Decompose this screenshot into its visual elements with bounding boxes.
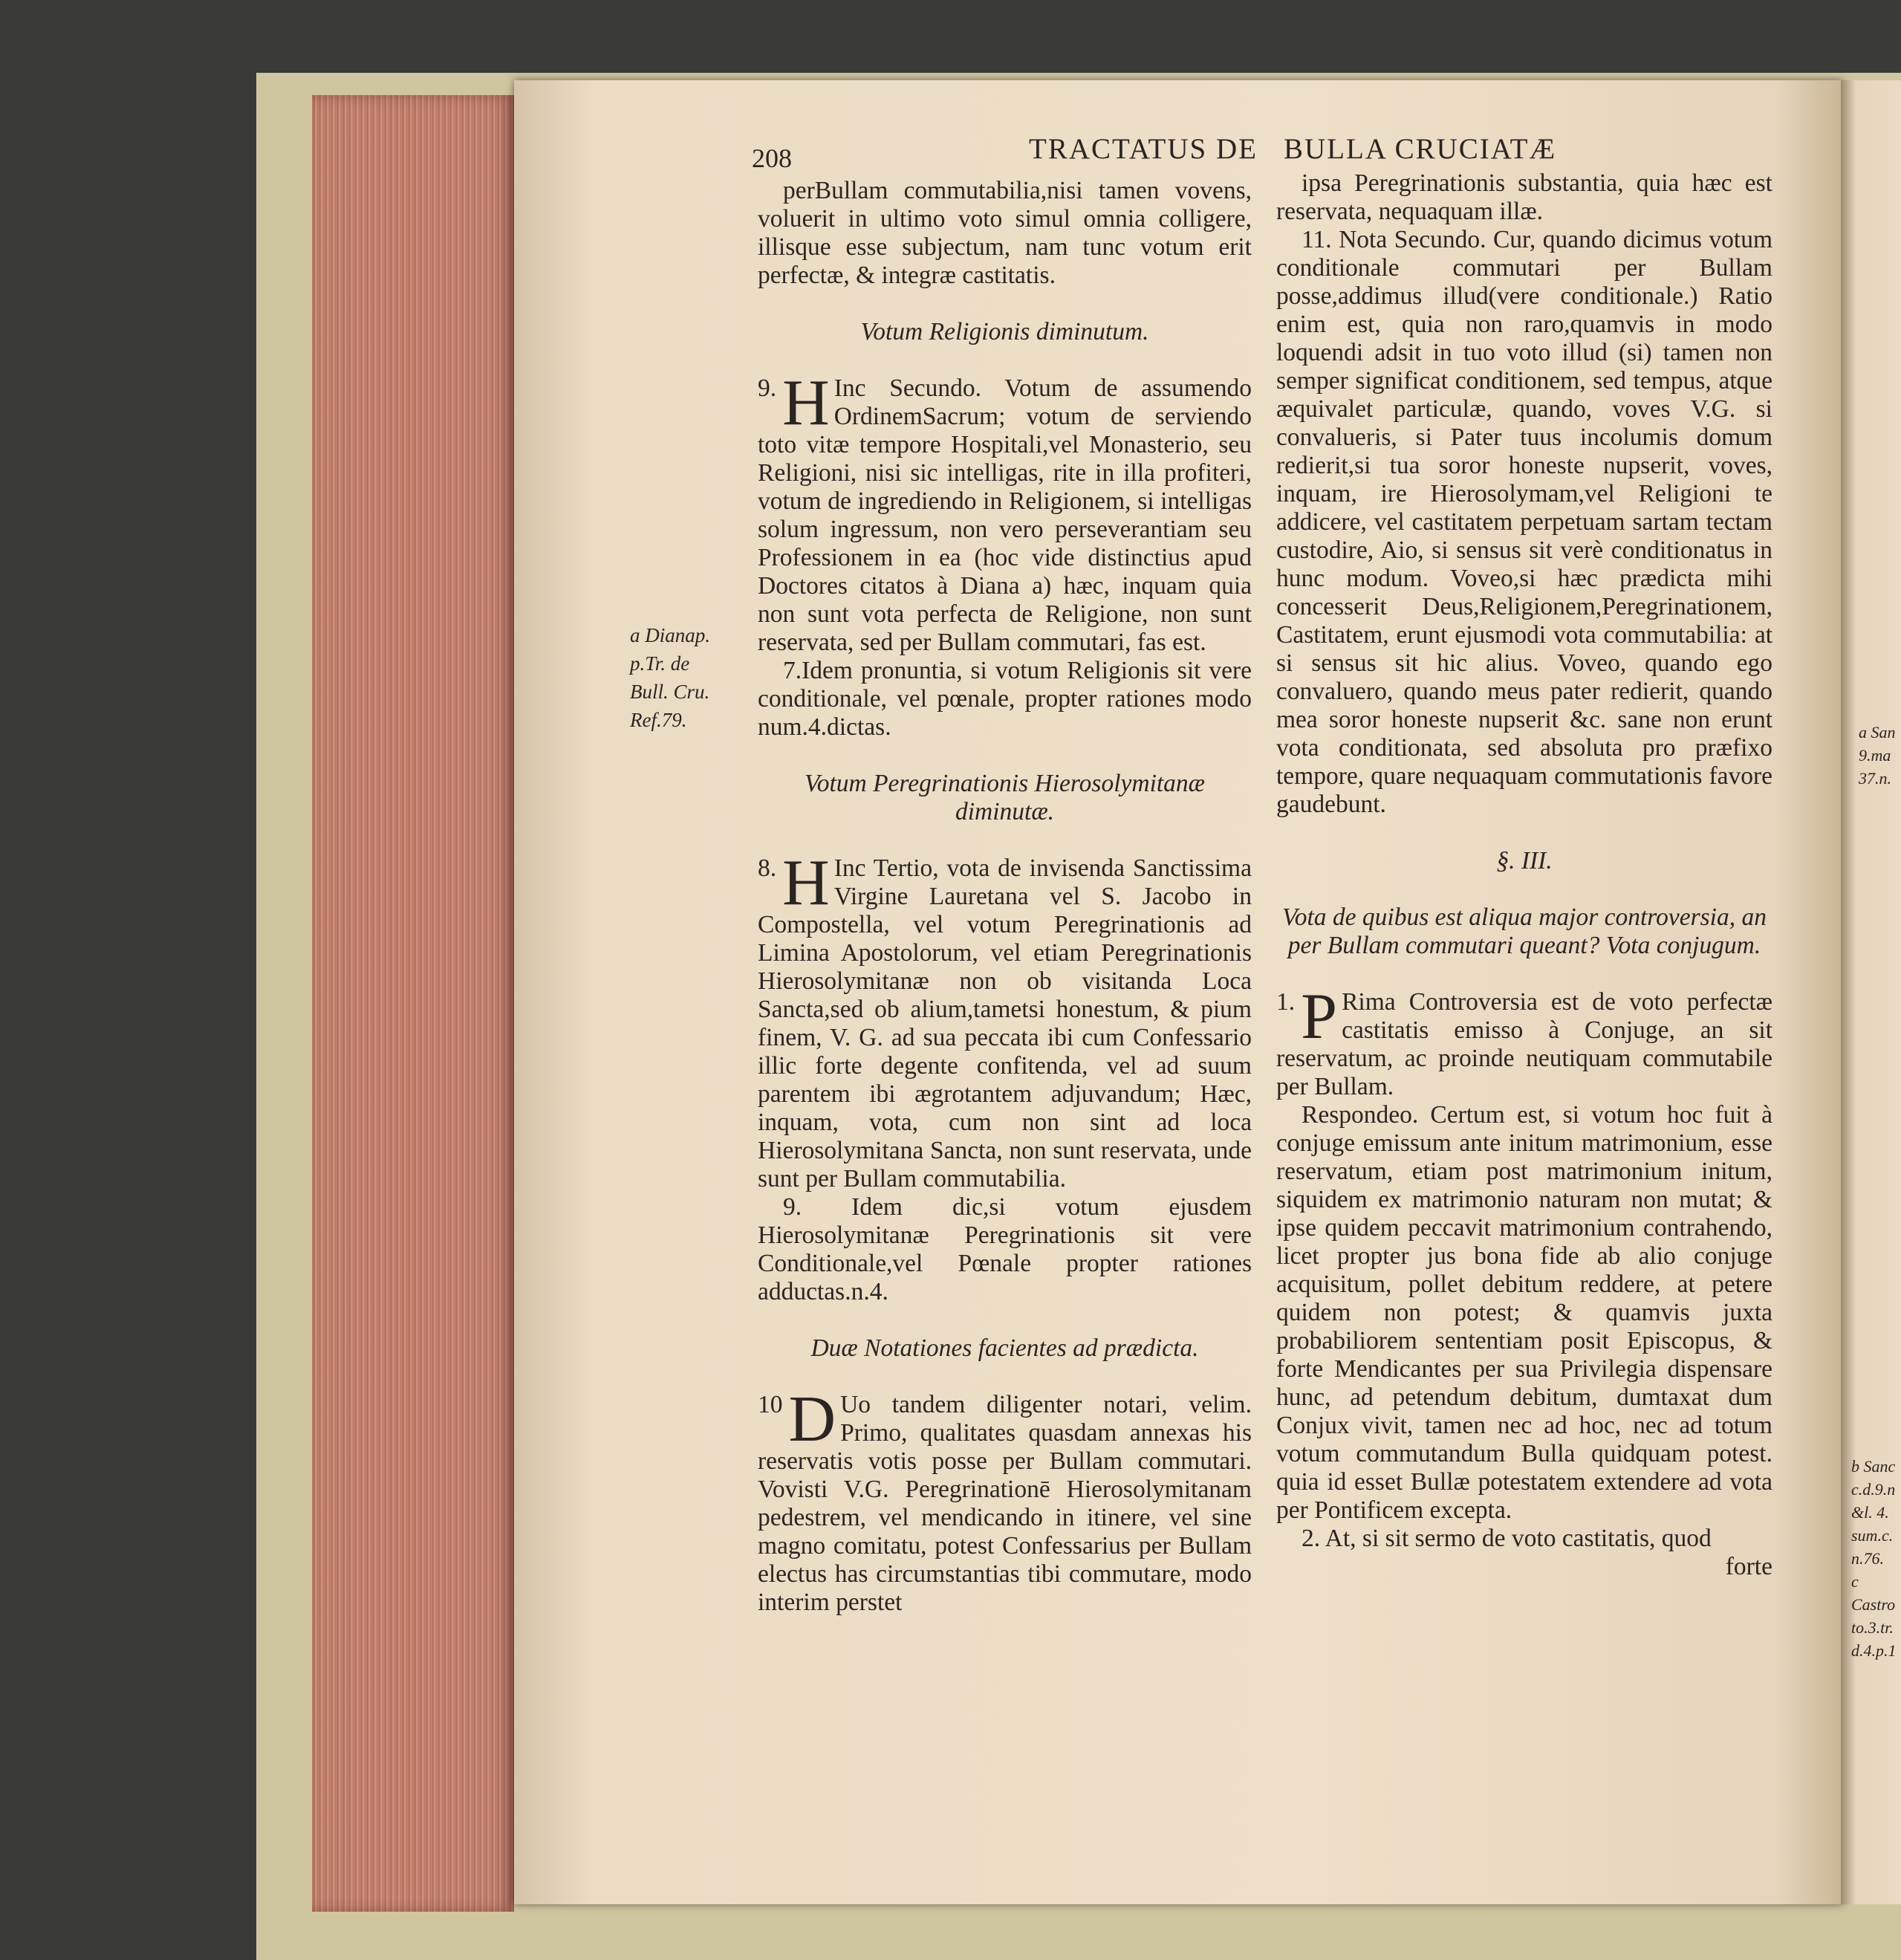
paragraph-text: Respondeo. Certum est, si votum hoc fuit à conjuge emissum ante initum matrimonium, esse reservatum, etiam post matrimonium initum, siquidem ex matrimonio naturam non mutat; & ipse quidem peccavit matrimonium contrahendo, licet propter jus bona fide ab alio conjuge acquisitum, pollet debitum reddere, at petere quidem non potest; & quamvis juxta probabiliorem sententiam posit Episcopus, & forte Mendicantes per sua Privilegia dispensare hunc, ad petendum debitum, dumtaxat dum Conjux vivit, tamen nec ad hoc, nec ad totum votum commutandum Bulla quidquam potest. quia id esset Bullæ potestatem extendere ad vota per Pontificem excepta. [1276, 1101, 1772, 1524]
paragraph-number: 8. [758, 854, 777, 882]
paragraph [1276, 226, 1772, 819]
paragraph [1276, 169, 1772, 226]
facing-margin-line: a San [1859, 723, 1896, 742]
running-title-right: BULLA CRUCIATÆ [1284, 133, 1557, 165]
paragraph-text: §. III. [1496, 847, 1553, 874]
paragraph [758, 847, 1252, 1193]
paragraph-text: Votum Religionis diminutum. [860, 318, 1149, 345]
paragraph [1276, 981, 1772, 1101]
facing-margin-line: 9.ma [1859, 746, 1891, 765]
paragraph-text: Uo tandem diligenter notari, velim. Primo, qualitates quasdam annexas his reservatis votis posse per Bullam commutari. Vovisti V.G. Peregrinationē Hierosolymitanam pedestrem, vel mendicando in itinere, vel sine magno comitatu, potest Confessarius per Bullam electus has circumstantias tibi commutare, modo interim perstet [758, 1391, 1252, 1616]
paragraph [1276, 1525, 1772, 1553]
left-text-column [758, 177, 1252, 1617]
paragraph-text: Vota de quibus est aliqua major controversia, an per Bullam commutari queant? Vota conjugum. [1282, 903, 1767, 959]
catchword [1276, 1553, 1772, 1581]
paragraph-text: 11. Nota Secundo. Cur, quando dicimus votum conditionale commutari per Bullam posse,addimus illud(vere conditionale.) Ratio enim est, quia non raro,quamvis in modo loquendi adsit in tuo voto illud (si) tamen non semper significat conditionem, sed tempus, atque æquivalet particulæ, quando, voves V.G. si convalueris, si Pater tuus incolumis domum redierit,si tua soror honeste nupserit, voves, inquam, ire Hierosolymam,vel Religioni te addicere, vel castitatem perpetuam sartam tectam custodire, Aio, si sensus sit verè conditionatus in hunc modum. Voveo,si hæc prædicta mihi concesserit Deus,Religionem,Peregrinationem, Castitatem, erunt ejusmodi vota commutabilia: at si sensus sit hic alius. Voveo, quando ego convaluero, quando meus pater redierit, quando mea soror honeste nupserit &c. sane non erunt vota conditionata, sed absoluta pro præfixo tempore, quare nequaquam commutationis favore gaudebunt. [1276, 226, 1772, 818]
paragraph-text: 9. Idem dic,si votum ejusdem Hierosolymitanæ Peregrinationis sit vere Conditionale,vel Pœnale propter rationes adductas.n.4. [758, 1193, 1252, 1305]
facing-margin-line: sum.c. [1851, 1526, 1894, 1545]
marginal-note-line: p.Tr. de [630, 652, 690, 675]
paragraph-number: 1. [1276, 988, 1296, 1016]
drop-cap: H [782, 847, 830, 919]
paragraph [758, 1193, 1252, 1306]
drop-cap: D [788, 1383, 836, 1456]
right-text-column [1276, 169, 1772, 1581]
section-heading [758, 770, 1252, 826]
facing-margin-line: c Castro [1851, 1572, 1896, 1614]
paragraph-text: 7.Idem pronuntia, si votum Religionis sit vere conditionale, vel pœnale, propter rationes modo num.4.dictas. [758, 657, 1252, 741]
facing-margin-line: d.4.p.1 [1851, 1641, 1897, 1660]
marginal-note-line: Bull. Cru. [630, 681, 710, 703]
section-heading [1276, 847, 1772, 875]
paragraph [758, 1383, 1252, 1617]
facing-margin-line: b Sanc [1851, 1457, 1896, 1476]
paragraph-text: 2. At, si sit sermo de voto castitatis, quod [1302, 1525, 1712, 1552]
section-heading [758, 1334, 1252, 1363]
paragraph [1276, 1101, 1772, 1525]
paragraph-number: 10 [758, 1391, 783, 1418]
section-heading [758, 318, 1252, 346]
facing-margin-line: 37.n. [1859, 769, 1891, 788]
paragraph-number: 9. [758, 374, 777, 402]
page-number: 208 [752, 143, 792, 173]
paragraph [758, 657, 1252, 742]
drop-cap: P [1301, 981, 1338, 1053]
facing-page-margin-notes-b [1851, 1455, 1901, 1662]
paragraph-text: ipsa Peregrinationis substantia, quia hæc est reservata, nequaquam illæ. [1276, 169, 1772, 225]
facing-page-margin-notes-a [1859, 721, 1896, 790]
running-title-left: TRACTATUS DE [1029, 133, 1258, 165]
paragraph-text: Inc Secundo. Votum de assumendo OrdinemSacrum; votum de serviendo toto vitæ tempore Hospitali,vel Monasterio, seu Religioni, nisi sic intelligas, rite in illa profiteri, votum de ingrediendo in Religionem, si intelligas solum ingressum, non vero perseverantiam seu Professionem in ea (hoc vide distinctius apud Doctores citatos à Diana a) hæc, inquam quia non sunt vota perfecta de Religione, non sunt reservata, sed per Bullam commutari, fas est. [758, 374, 1252, 656]
page-edges [312, 95, 514, 1912]
paragraph-text: Inc Tertio, vota de invisenda Sanctissima Virgine Lauretana vel S. Jacobo in Compostella, vel votum Peregrinationis ad Limina Apostolorum, vel etiam Peregrinationis Hierosolymitanæ non ob visitanda Loca Sancta,sed ob alium,tametsi honestum, & pium finem, V. G. ad sua peccata ibi cum Confessario illic forte degente confitenda, vel ad suum parentem ibi ægrotantem adjuvandum; Hæc, inquam, vota, cum non sint ad loca Hierosolymitana Sancta, non sunt reservata, unde sunt per Bullam commutabilia. [758, 854, 1252, 1192]
paragraph-text: forte [1725, 1553, 1772, 1580]
facing-margin-line: c.d.9.n [1851, 1480, 1896, 1499]
facing-margin-line: &l. 4. [1851, 1503, 1889, 1522]
section-heading [1276, 903, 1772, 960]
paragraph [758, 177, 1252, 290]
paragraph-text: Rima Controversia est de voto perfectæ castitatis emisso à Conjuge, an sit reservatum, ac proinde neutiquam commutabile per Bullam. [1276, 988, 1772, 1100]
paragraph-text: Duæ Notationes facientes ad prædicta. [810, 1334, 1199, 1362]
marginal-note-line: Ref.79. [630, 709, 687, 731]
facing-margin-line: to.3.tr. [1851, 1618, 1894, 1637]
marginal-note-line: a Dianap. [630, 624, 710, 646]
paragraph-text: Votum Peregrinationis Hierosolymitanæ diminutæ. [804, 770, 1206, 825]
marginal-notes [630, 621, 710, 734]
facing-margin-line: n.76. [1851, 1549, 1884, 1568]
paragraph-text: perBullam commutabilia,nisi tamen vovens, voluerit in ultimo voto simul omnia colligere, illisque esse subjectum, nam tunc votum erit perfectæ, & integræ castitatis. [758, 177, 1252, 289]
paragraph [758, 367, 1252, 657]
drop-cap: H [782, 367, 830, 439]
